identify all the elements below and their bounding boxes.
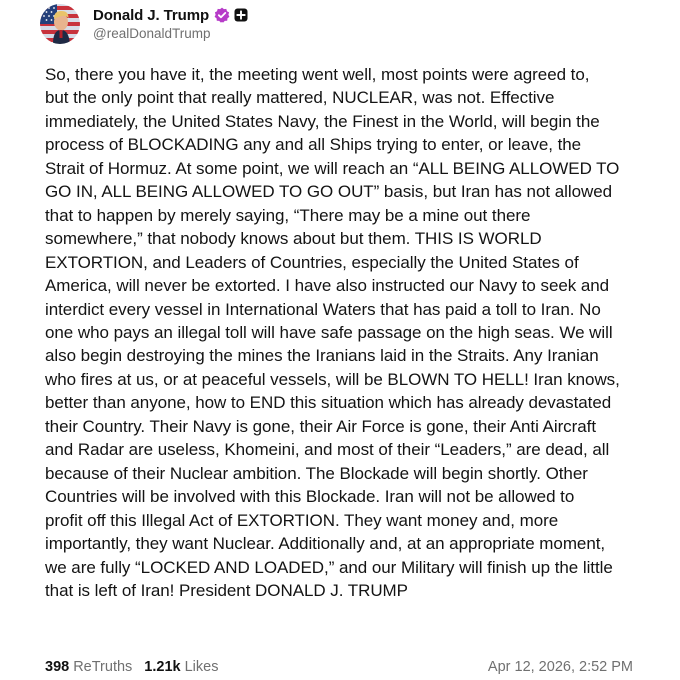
author-display-name[interactable]: Donald J. Trump bbox=[93, 6, 210, 24]
post-body-line: somewhere,” that nobody knows about but them. THIS IS WORLD bbox=[45, 229, 542, 249]
post-body-line: Strait of Hormuz. At some point, we will reach an “ALL BEING ALLOWED TO bbox=[45, 158, 620, 178]
post-body-line: So, there you have it, the meeting went well, most points were agreed to, bbox=[45, 65, 590, 84]
likes-count: 1.21k bbox=[144, 659, 181, 675]
post-body-line: importantly, they want Nuclear. Additionally and, at an appropriate moment, bbox=[45, 534, 606, 554]
author-name-row bbox=[93, 5, 248, 25]
retruths-stat[interactable] bbox=[45, 659, 132, 675]
post-body-line: but the only point that really mattered, NUCLEAR, was not. Effective bbox=[45, 88, 555, 108]
post-body-line: Countries will be involved with this Blockade. Iran will not be allowed to bbox=[45, 487, 575, 507]
post-timestamp[interactable]: Apr 12, 2026, 2:52 PM bbox=[487, 659, 633, 675]
post-body-line: and Radar are useless, Khomeini, and most of their “Leaders,” are dead, all bbox=[45, 440, 610, 460]
plus-badge-icon bbox=[234, 8, 248, 22]
post-body-line: America, will never be extorted. I have also instructed our Navy to seek and bbox=[45, 276, 610, 296]
post-body-line: we are fully “LOCKED AND LOADED,” and our Military will finish up the little bbox=[45, 557, 613, 577]
author-handle[interactable]: @realDonaldTrump bbox=[93, 26, 211, 41]
post-body-line: their Country. Their Navy is gone, their Air Force is gone, their Anti Aircraft bbox=[45, 416, 596, 436]
post-body-line: GO IN, ALL BEING ALLOWED TO GO OUT” basis, but Iran has not allowed bbox=[45, 182, 613, 202]
post-body-line: immediately, the United States Navy, the Finest in the World, will begin the bbox=[45, 111, 600, 131]
verified-badge-icon bbox=[214, 7, 230, 23]
avatar-flag-portrait-icon bbox=[40, 4, 80, 44]
post-footer bbox=[45, 657, 633, 677]
post-body-line: that is left of Iran! President DONALD J. TRUMP bbox=[45, 580, 408, 600]
post-body bbox=[45, 63, 665, 602]
post-body-line: better than anyone, how to END this situation which has already devastated bbox=[45, 393, 612, 413]
post-header bbox=[40, 0, 248, 48]
post-body-line: because of their Nuclear ambition. The Blockade will begin shortly. Other bbox=[45, 463, 588, 483]
post-body-line: interdict every vessel in International Waters that has paid a toll to Iran. No bbox=[45, 299, 601, 319]
author-names bbox=[93, 5, 248, 41]
retruths-count: 398 bbox=[45, 659, 70, 675]
likes-label: Likes bbox=[184, 659, 219, 675]
retruths-label: ReTruths bbox=[73, 659, 133, 675]
post-body-line: EXTORTION, and Leaders of Countries, especially the United States of bbox=[45, 252, 579, 272]
post-body-line: who fires at us, or at peaceful vessels, will be BLOWN TO HELL! Iran knows, bbox=[45, 369, 620, 389]
post-body-line: one who pays an illegal toll will have safe passage on the high seas. We will bbox=[45, 322, 613, 342]
post-body-line: process of BLOCKADING any and all Ships trying to enter, or leave, the bbox=[45, 135, 582, 155]
post-body-line: also begin destroying the mines the Iranians laid in the Straits. Any Iranian bbox=[45, 346, 599, 366]
post-body-line: that to happen by merely saying, “There may be a mine out there bbox=[45, 205, 531, 225]
likes-stat[interactable] bbox=[144, 659, 218, 675]
post-body-line: profit off this Illegal Act of EXTORTION. They want money and, more bbox=[45, 510, 559, 530]
avatar[interactable] bbox=[40, 4, 80, 44]
